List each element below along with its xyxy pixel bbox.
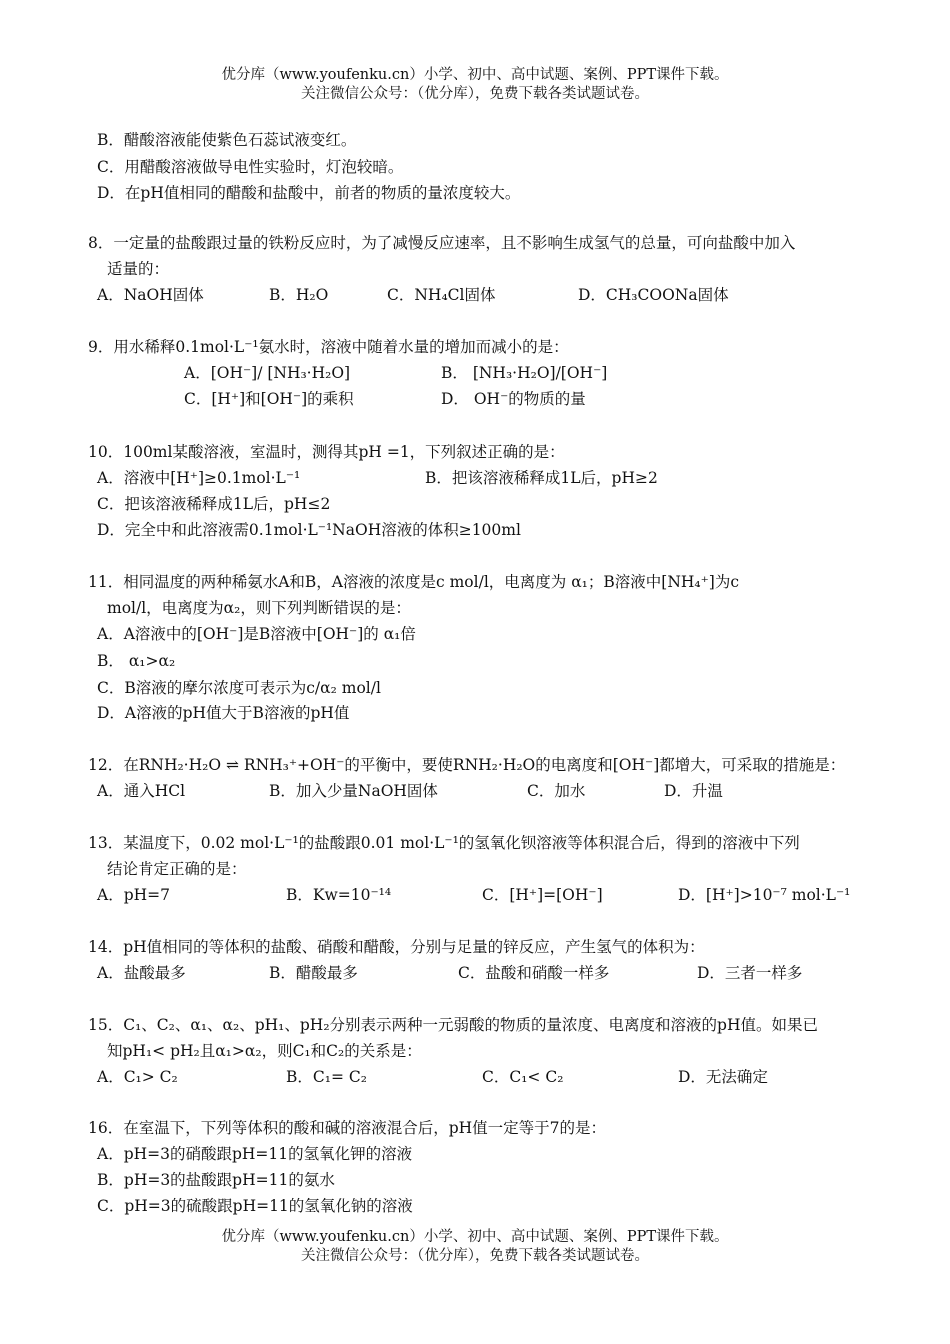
q9-option-c: C．[H⁺]和[OH⁻]的乘积 [184, 390, 354, 408]
footer-line-1: 优分库（www.youfenku.cn）小学、初中、高中试题、案例、PPT课件下载。 [221, 1229, 729, 1245]
q8-option-d: D．CH₃COONa固体 [578, 286, 729, 304]
q13-option-a: A．pH=7 [97, 886, 170, 904]
q8-option-b: B．H₂O [269, 286, 329, 304]
q14-option-c: C．盐酸和硝酸一样多 [458, 964, 610, 982]
header-line-2: 关注微信公众号：（优分库），免费下载各类试题试卷。 [301, 86, 649, 102]
q13-option-c: C．[H⁺]=[OH⁻] [482, 886, 603, 904]
q11-option-a: A．A溶液中的[OH⁻]是B溶液中[OH⁻]的 α₁倍 [97, 625, 416, 643]
q8-stem-line-2: 适量的： [107, 260, 170, 278]
q8-option-a: A．NaOH固体 [97, 286, 204, 304]
q15-stem-line-2: 知pH₁< pH₂且α₁>α₂，则C₁和C₂的关系是： [107, 1042, 422, 1060]
q11-option-b: B． α₁>α₂ [97, 652, 176, 670]
q15-option-d: D．无法确定 [678, 1068, 768, 1086]
q12-stem: 12．在RNH₂·H₂O ⇌ RNH₃⁺+OH⁻的平衡中，要使RNH₂·H₂O的电离度和[OH⁻]都增大，可采取的措施是： [88, 756, 846, 774]
q11-option-c: C．B溶液的摩尔浓度可表示为c/α₂ mol/l [97, 679, 381, 697]
q16-stem: 16．在室温下，下列等体积的酸和碱的溶液混合后，pH值一定等于7的是： [88, 1119, 607, 1137]
page-footer [0, 1228, 950, 1266]
q14-option-d: D．三者一样多 [697, 964, 803, 982]
q9-stem: 9．用水稀释0.1mol·L⁻¹氨水时，溶液中随着水量的增加而减小的是： [88, 338, 569, 356]
q16-option-b: B．pH=3的盐酸跟pH=11的氨水 [97, 1171, 335, 1189]
q7-option-d: D．在pH值相同的醋酸和盐酸中，前者的物质的量浓度较大。 [97, 184, 521, 202]
q7-option-c: C．用醋酸溶液做导电性实验时，灯泡较暗。 [97, 158, 404, 176]
q12-option-d: D．升温 [664, 782, 723, 800]
q10-option-c: C．把该溶液稀释成1L后，pH≤2 [97, 495, 331, 513]
q9-option-b: B． [NH₃·H₂O]/[OH⁻] [441, 364, 608, 382]
q12-option-a: A．通入HCl [97, 782, 186, 800]
q14-option-b: B．醋酸最多 [269, 964, 358, 982]
q16-option-a: A．pH=3的硝酸跟pH=11的氢氧化钾的溶液 [97, 1145, 413, 1163]
q15-option-b: B．C₁= C₂ [286, 1068, 367, 1086]
q13-option-d: D．[H⁺]>10⁻⁷ mol·L⁻¹ [678, 886, 851, 904]
q10-stem: 10．100ml某酸溶液，室温时，测得其pH =1，下列叙述正确的是： [88, 443, 565, 461]
q10-option-d: D．完全中和此溶液需0.1mol·L⁻¹NaOH溶液的体积≥100ml [97, 521, 521, 539]
q13-stem-line-1: 13．某温度下，0.02 mol·L⁻¹的盐酸跟0.01 mol·L⁻¹的氢氧化钡溶液等体积混合后，得到的溶液中下列 [88, 834, 800, 852]
q10-option-a: A．溶液中[H⁺]≥0.1mol·L⁻¹ [97, 469, 301, 487]
q15-option-a: A．C₁> C₂ [97, 1068, 178, 1086]
q11-stem-line-2: mol/l，电离度为α₂，则下列判断错误的是： [107, 599, 411, 617]
q10-option-b: B．把该溶液稀释成1L后，pH≥2 [425, 469, 658, 487]
q11-option-d: D．A溶液的pH值大于B溶液的pH值 [97, 704, 350, 722]
q11-stem-line-1: 11．相同温度的两种稀氨水A和B，A溶液的浓度是c mol/l，电离度为 α₁；B溶液中[NH₄⁺]为c [88, 573, 740, 591]
footer-line-2: 关注微信公众号：（优分库），免费下载各类试题试卷。 [301, 1248, 649, 1264]
page-header [0, 66, 950, 104]
q8-stem-line-1: 8．一定量的盐酸跟过量的铁粉反应时，为了减慢反应速率，且不影响生成氢气的总量，可向盐酸中加入 [88, 234, 796, 252]
q14-option-a: A．盐酸最多 [97, 964, 186, 982]
q9-option-a: A．[OH⁻]/ [NH₃·H₂O] [184, 364, 351, 382]
q8-option-c: C．NH₄Cl固体 [387, 286, 496, 304]
q14-stem: 14．pH值相同的等体积的盐酸、硝酸和醋酸，分别与足量的锌反应，产生氢气的体积为： [88, 938, 705, 956]
q12-option-c: C．加水 [527, 782, 586, 800]
q15-stem-line-1: 15．C₁、C₂、α₁、α₂、pH₁、pH₂分别表示两种一元弱酸的物质的量浓度、电离度和溶液的pH值。如果已 [88, 1016, 818, 1034]
header-line-1: 优分库（www.youfenku.cn）小学、初中、高中试题、案例、PPT课件下载。 [221, 67, 729, 83]
q13-stem-line-2: 结论肯定正确的是： [107, 860, 247, 878]
q16-option-c: C．pH=3的硫酸跟pH=11的氢氧化钠的溶液 [97, 1197, 413, 1215]
q7-option-b: B．醋酸溶液能使紫色石蕊试液变红。 [97, 131, 357, 149]
q9-option-d: D． OH⁻的物质的量 [441, 390, 586, 408]
q15-option-c: C．C₁< C₂ [482, 1068, 564, 1086]
q13-option-b: B．Kw=10⁻¹⁴ [286, 886, 392, 904]
q12-option-b: B．加入少量NaOH固体 [269, 782, 438, 800]
